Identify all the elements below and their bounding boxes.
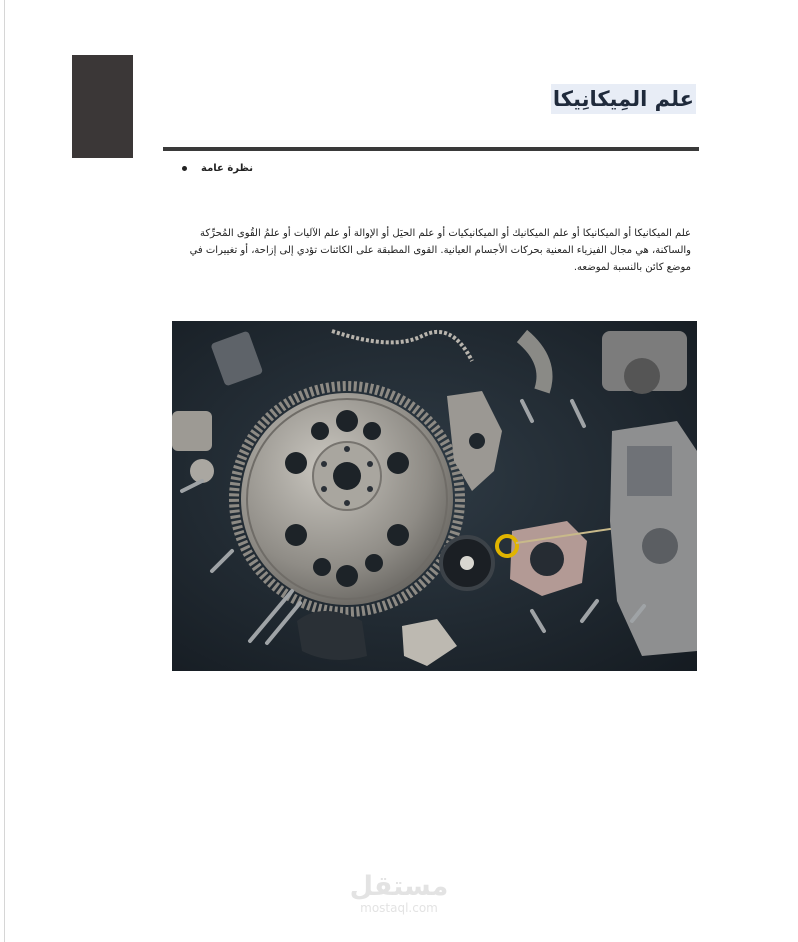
document-title: علم المِيكانِيكا bbox=[551, 84, 696, 114]
page-left-border bbox=[4, 0, 5, 942]
mechanical-parts-photo bbox=[172, 321, 697, 671]
bullet-dot-icon bbox=[182, 166, 187, 171]
bullet-item-overview bbox=[182, 163, 253, 174]
intro-paragraph: علم الميكانيكا أو الميكانيكا أو علم الميكانيك أو الميكانيكيات أو علم الحيَل أو الإوالة أو علم الآليات أو علمُ القُوى المُحرِّكة والساكنة، هي مجال الفيزياء المعنية بحركات الأجسام العيانية. القوى المطبقة على الكائنات تؤدي إلى إزاحة، أو تغييرات في موضع كائن بالنسبة لموضعه. bbox=[189, 228, 691, 273]
decorative-dark-block bbox=[72, 55, 133, 158]
bullet-item-label: نظرة عامة bbox=[201, 163, 253, 174]
title-underline-rule bbox=[163, 147, 699, 151]
watermark-url: mostaql.com bbox=[360, 901, 438, 915]
mostaql-watermark bbox=[348, 872, 450, 915]
watermark-logo: مستقل bbox=[349, 871, 449, 902]
